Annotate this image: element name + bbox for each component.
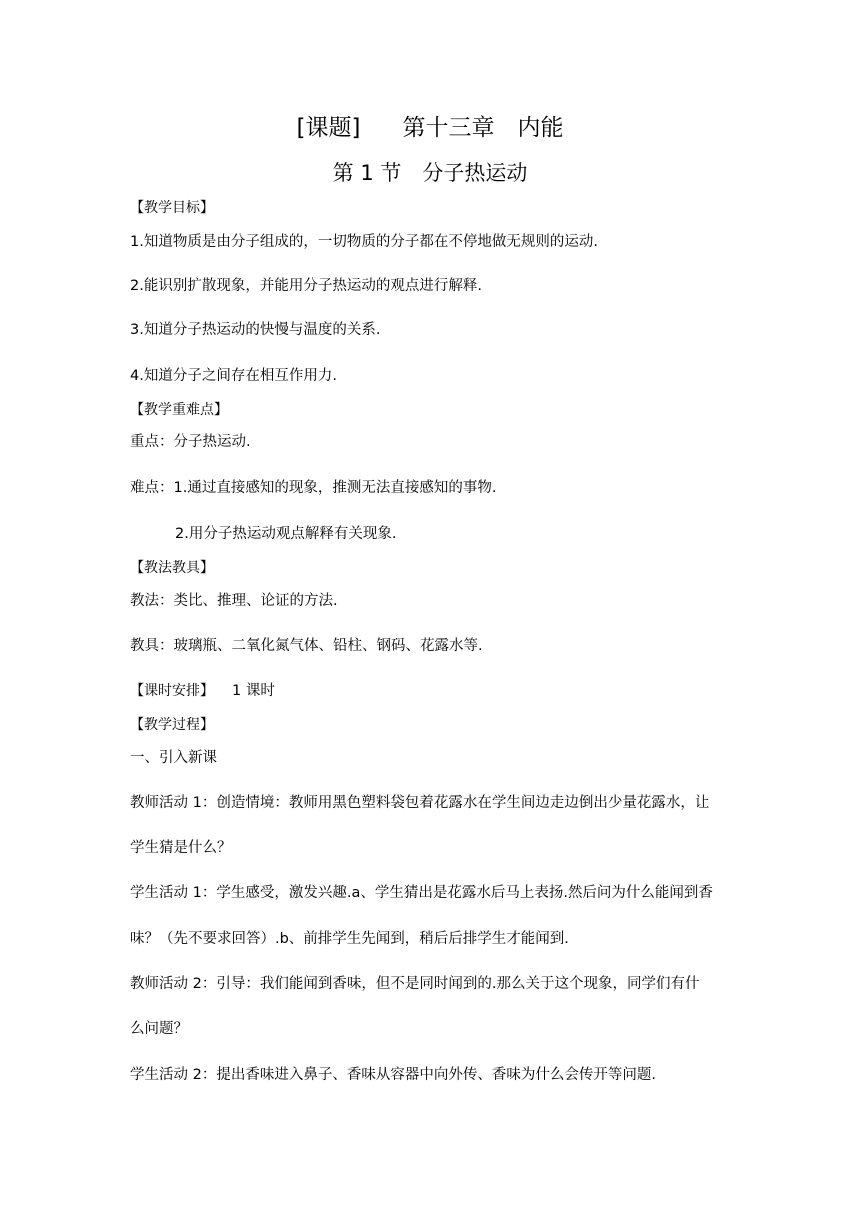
objective-item: 3.知道分子热运动的快慢与温度的关系. xyxy=(130,322,381,338)
tools-text: 教具：玻璃瓶、二氧化氮气体、铅柱、钢码、花露水等. xyxy=(130,638,483,654)
difficulty-1: 难点：1.通过直接感知的现象，推测无法直接感知的事物. xyxy=(130,480,497,496)
methods-text: 教法：类比、推理、论证的方法. xyxy=(130,593,338,609)
methods-label: 【教法教具】 xyxy=(130,560,214,576)
student-activity-2: 学生活动 2：提出香味进入鼻子、香味从容器中向外传、香味为什么会传开等问题. xyxy=(130,1067,656,1083)
key-points-label: 【教学重难点】 xyxy=(130,402,228,418)
schedule-value: 1 课时 xyxy=(232,683,275,699)
section-title: 第 1 节 分子热运动 xyxy=(332,161,528,185)
chapter-title: 第十三章 内能 xyxy=(402,115,564,141)
teacher-activity-2-line-1: 教师活动 2：引导：我们能闻到香味，但不是同时闻到的.那么关于这个现象，同学们有什 xyxy=(130,976,700,992)
student-activity-1-line-2: 味？（先不要求回答）.b、前排学生先闻到，稍后后排学生才能闻到. xyxy=(130,931,569,947)
student-activity-1-line-1: 学生活动 1：学生感受，激发兴趣.a、学生猜出是花露水后马上表扬.然后问为什么能闻到香 xyxy=(130,885,713,901)
objective-item: 2.能识别扩散现象，并能用分子热运动的观点进行解释. xyxy=(130,278,482,294)
key-point: 重点：分子热运动. xyxy=(130,434,251,450)
lesson-tag: [课题] xyxy=(296,115,361,141)
objective-item: 4.知道分子之间存在相互作用力. xyxy=(130,368,337,384)
teacher-activity-1-line-2: 学生猜是什么？ xyxy=(130,840,232,856)
teacher-activity-1-line-1: 教师活动 1：创造情境：教师用黑色塑料袋包着花露水在学生间边走边倒出少量花露水，让 xyxy=(130,795,710,811)
objective-item: 1.知道物质是由分子组成的，一切物质的分子都在不停地做无规则的运动. xyxy=(130,234,598,250)
teacher-activity-2-line-2: 么问题？ xyxy=(130,1021,188,1037)
schedule-row xyxy=(130,681,275,701)
part-one-heading: 一、引入新课 xyxy=(130,750,217,766)
schedule-label: 【课时安排】 xyxy=(130,683,214,699)
difficulty-2: 2.用分子热运动观点解释有关现象. xyxy=(175,526,397,542)
objectives-label: 【教学目标】 xyxy=(130,200,214,216)
chapter-heading xyxy=(0,113,860,143)
process-label: 【教学过程】 xyxy=(130,717,214,733)
